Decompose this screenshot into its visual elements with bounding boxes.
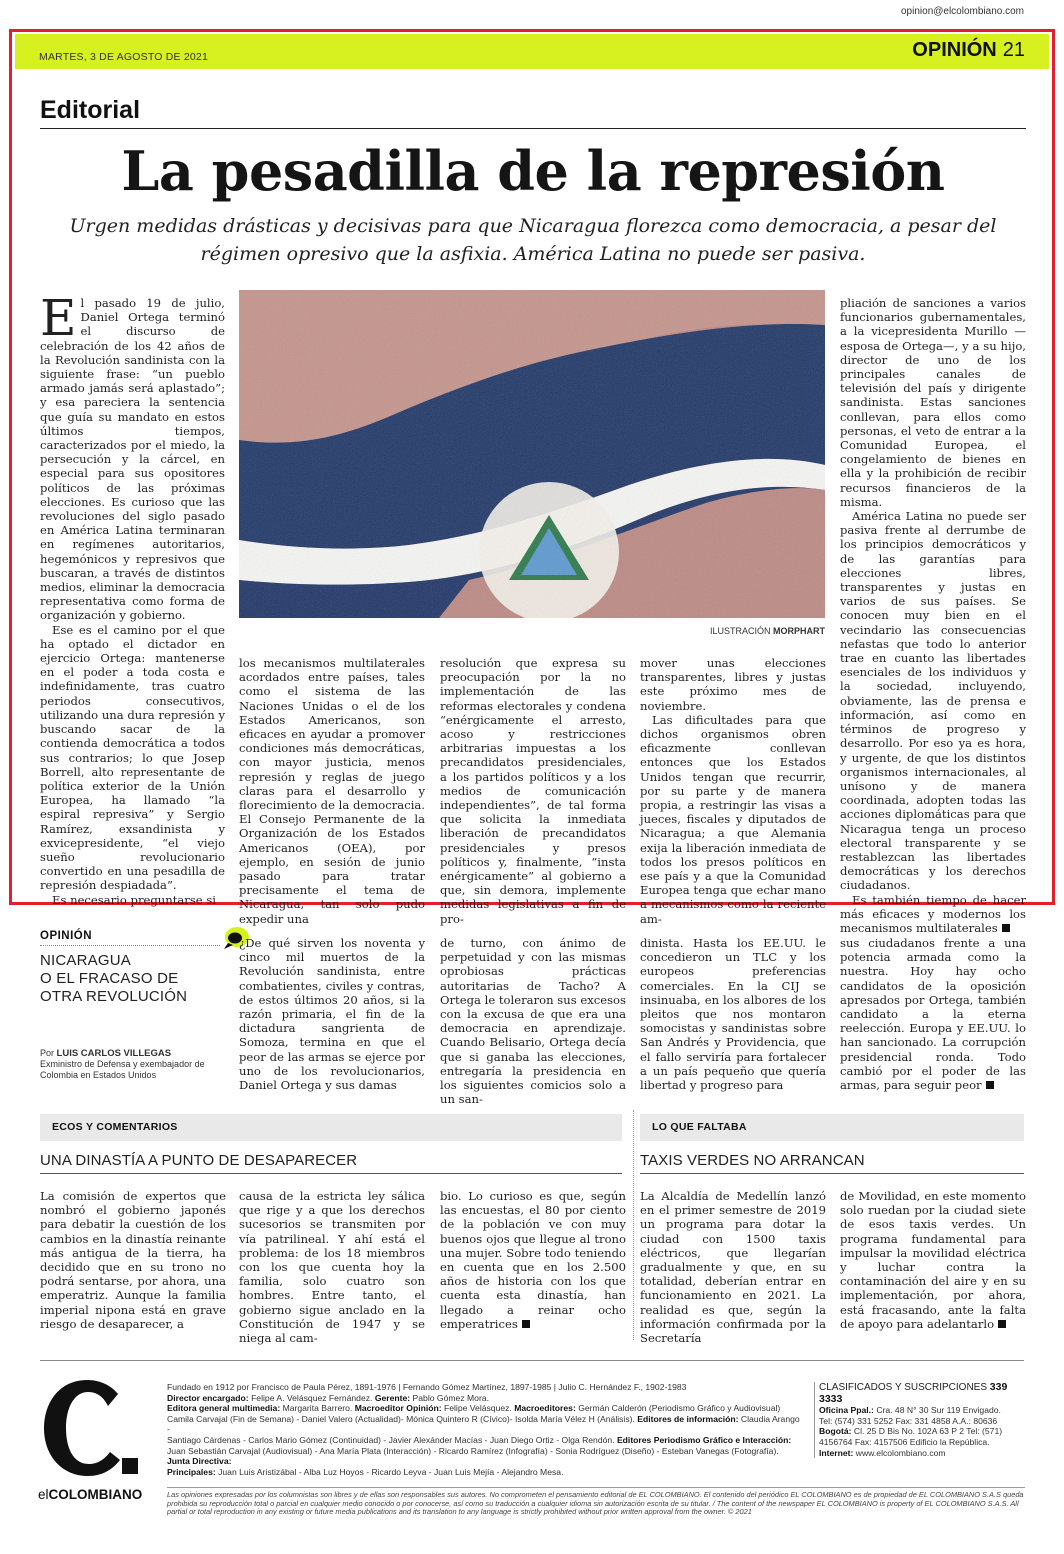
editorial-headline: La pesadilla de la represión [121, 139, 945, 203]
editorial-column-2 [239, 656, 425, 926]
editorial-paragraph: Es necesario preguntarse si [52, 892, 217, 907]
classifieds-info: CLASIFICADOS Y SUSCRIPCIONES 339 3333 Oficina Ppal.: Cra. 48 N° 30 Sur 119 Envigado. Tel: (574) 331 5252 Fax: 331 4858 A.A.: 80636 Bogotá: Cl. 25 D Bis No. 102A 63 P 2 Tel: (571) 4156764 Fax: 4157506 Edificio la República. Internet: www.elcolombiano.com [814, 1382, 1026, 1458]
end-mark-icon [1002, 924, 1010, 932]
el-colombiano-logo-icon [40, 1374, 140, 1482]
opinion-column-2: de turno, con ánimo de perpetuidad y con las mismas oprobiosas prácticas autoritarias de Tacho? A Ortega le toleraron sus excesos con la excusa de que era una democracia en aprendizaje. Cuando Belisario, Ortega decía que si ganaba las elecciones, entregaría la presidencia en los siguientes comicios solo a un san- [440, 936, 626, 1107]
end-mark-icon [998, 1320, 1006, 1328]
editorial-paragraph: El pasado 19 de julio, Daniel Ortega terminó el discurso de celebración de los 42 años de la Revolución sandinista con la siguiente frase: “un pueblo armado jamás será aplastado”; y esa pareciera la sentencia que guía su mandato en estos últimos tiempos, caracterizados por el miedo, la persecución y la cárcel, en especial para sus opositores políticos de las próximas elecciones. Es curioso que las revoluciones del siglo pasado en América Latina terminaran en regímenes autoritarios, hegemónicos y represivos que buscaran, a través de distintos medios, eliminar la democracia representativa como forma de organización y gobierno. [40, 289, 225, 623]
faltaba-column-1: La Alcaldía de Medellín lanzó en el primer semestre de 2019 un programa para dotar la ciudad con 1500 taxis eléctricos, que llegarían gradualmente y que, en su totalidad, deberían entrar en funcionamiento en 2021. La realidad es que, según la información confirmada por la Secretaría [640, 1189, 826, 1346]
ecos-column-1: La comisión de expertos que nombró el gobierno japonés para debatir la cuestión de los cambios en la dinastía reinante más antigua de la tierra, ha decidido que en su trono no podrá sentarse, por ahora, una emperatriz. Aunque la familia imperial nipona está en grave riesgo de desaparecer, a [40, 1189, 226, 1331]
opinion-title: NICARAGUA O EL FRACASO DE OTRA REVOLUCIÓN [40, 952, 188, 1005]
opinion-column-3: dinista. Hasta los EE.UU. le concedieron un TLC y los europeos preferencias comerciales. En la CIJ se insinuaba, en los albores de los pleitos que nos montaron somocistas y sandinistas sobre San Andrés y Providencia, que el fallo serviría para fortalecer a un país pequeño que quería libertad y progreso para [640, 936, 826, 1093]
contact-email: opinion@elcolombiano.com [901, 6, 1024, 17]
faltaba-rule [640, 1173, 1024, 1174]
ecos-title: UNA DINASTÍA A PUNTO DE DESAPARECER [40, 1152, 358, 1169]
legal-disclaimer: Las opiniones expresadas por los columnistas son libres y de ellas son responsables sus autores. No comprometen el pensamiento editorial de EL COLOMBIANO. El contenido del periódico EL COLOMBIANO es de propiedad de EL COLOMBIANO S.A.S queda prohibida su reproducción total o parcial en cualquier medio conocido o por conocerse, así como su traducción a cualquier idioma sin autorización escrita de su titular. / The content of the newspaper EL COLOMBIANO is property of EL COLOMBIANO S.A.S. All partial or total reproduction in any existing or future media publications and its translation to any language is strictly prohibited without prior written approval from the owner. © 2021 [167, 1487, 1025, 1517]
page-number: 21 [1002, 39, 1025, 61]
opinion-dotted-rule [40, 945, 220, 946]
faltaba-column-2: de Movilidad, en este momento solo ruedan por la ciudad siete de esos taxis verdes. Un programa fundamental para impulsar la movilidad eléctrica y luchar contra la contaminación del aire y en su implementación, por ahora, está fracasando, ante la falta de apoyo para adelantarlo [840, 1189, 1026, 1331]
ecos-column-2: causa de la estricta ley sálica que rige y a que los derechos sucesorios se transmiten por vía patrilineal. Y ahí está el problema: de los 18 miembros con los que cuenta hoy la familia, solo cuatro son hombres. Entre tanto, el gobierno sigue anclado en la Constitución de 1947 y se niega al cam- [239, 1189, 425, 1346]
masthead-credits: Fundado en 1912 por Francisco de Paula Pérez, 1891-1976 | Fernando Gómez Martínez, 1897-1985 | Julio C. Hernández F., 1902-1983 Director encargado: Felipe A. Velásquez Fernández. Gerente: Pablo Gómez Mora. Editora general multimedia: Margarita Barrero. Macroeditor Opinión: Felipe Velásquez. Macroeditores: Germán Calderón (Periodismo Gráfico y Audiovisual) Camila Carvajal (Fin de Semana) - Daniel Valero (Actualidad)- Mónica Quintero R (Cívico)- Isolda María Vélez H (Análisis). Editores de información: Claudia Arango - Santiago Cárdenas - Carlos Mario Gómez (Continuidad) - Javier Alexánder Macías - Juan Diego Ortiz - Olga Rendón. Editores Periodismo Gráfico e Interacción: Juan Sebastián Carvajal (Audiovisual) - Ana María Plata (Interacción) - Ricardo Ramírez (Infografía) - Sonia Rodríguez (Diseño) - Esteban Vanegas (Fotografía). Junta Directiva: Principales: Juan Luis Aristizábal - Alba Luz Hoyos - Ricardo Leyva - Juan Luis Mejía - Alejandro Mesa. [167, 1382, 800, 1477]
section-header-bar [15, 34, 1049, 69]
editorial-paragraph: Ese es el camino por el que ha optado el dictador en ejercicio Ortega: mantenerse en el poder a toda costa e indefinidamente, tras cuatro periodos consecutivos, utilizando una dura represión y buscando sacar de la contienda democrática a todos sus contrarios; lo que Josep Borrell, alto representante de política exterior de la Unión Europea, ha llamado “la espiral represiva” y Sergio Ramírez, exsandinista y exvicepresidente, “el viejo sueño revolucionario convertido en una pesadilla de represión despiadada”. [40, 622, 225, 893]
logo-wordmark: elCOLOMBIANO [38, 1487, 143, 1502]
ecos-band: ECOS Y COMENTARIOS [40, 1114, 622, 1141]
flag-wave-icon [239, 290, 825, 618]
faltaba-title: TAXIS VERDES NO ARRANCAN [640, 1152, 865, 1169]
section-label: OPINIÓN [912, 39, 997, 61]
faltaba-band: LO QUE FALTABA [640, 1114, 1024, 1141]
drop-cap: E [40, 289, 77, 347]
editorial-paragraph: Es también tiempo de hacer más eficaces y modernos los mecanismos multilaterales [840, 892, 1026, 935]
editorial-column-5 [840, 296, 1026, 935]
editorial-paragraph: mover unas elecciones transparentes, libres y justas este próximo mes de noviembre. [640, 656, 826, 713]
editorial-paragraph: América Latina no puede ser pasiva frente al derrumbe de los principios democráticos y de las garantías para elecciones libres, transparentes y justas en varios de sus países. Se conocen muy bien en el vecindario las consecuencias nefastas que todo lo anterior trae en cuanto las libertades esenciales de los individuos y la sociedad, incluyendo, obviamente, las de prensa e información, así como en términos de progreso y desarrollo. Por eso ya es hora, y urgente, de que los distintos organismos internacionales, al unísono y de manera coordinada, adopten todas las acciones diplomáticas para que Nicaragua tenga un proceso electoral transparente y se restablezcan las libertades democráticas y los derechos ciudadanos. [840, 509, 1026, 893]
author-bio: Exministro de Defensa y exembajador de Colombia en Estados Unidos [40, 1059, 205, 1080]
column-separator [633, 1110, 634, 1340]
editorial-paragraph: resolución que expresa su preocupación por la no implementación de las reformas electorales y condena “enérgicamente el arresto, acoso y restricciones arbitrarias impuestas a los precandidatos presidenciales, a los partidos políticos y a los medios de comunicación independientes”, de tal forma que solicita la inmediata liberación de precandidatos presidenciales y presos políticos y, finalmente, “insta enérgicamente” al gobierno a que, sin demora, implemente medidas legislativas a fin de pro- [440, 656, 626, 926]
editorial-column-3 [440, 656, 626, 926]
illustration-credit: ILUSTRACIÓN MORPHART [709, 626, 825, 636]
editorial-column-4 [640, 656, 826, 926]
end-mark-icon [522, 1320, 530, 1328]
editorial-kicker: Editorial [40, 96, 141, 124]
nicaragua-flag-illustration [239, 290, 825, 618]
section-name [912, 39, 1025, 62]
kicker-divider [40, 128, 1026, 129]
editorial-paragraph: Las dificultades para que dichos organismos obren eficazmente conllevan entonces que los Estados Unidos tengan que recurrir, por su parte y de manera propia, a restringir las visas a jueces, fiscales y diputados de Nicaragua; a que Alemania exija la liberación inmediata de todos los presos políticos en ese país y a que la Comunidad Europea tenga que echar mano a mecanismos como la reciente am- [640, 712, 826, 926]
editorial-subhead: Urgen medidas drásticas y decisivas para que Nicaragua florezca como democracia, a pesar del régimen opresivo que la asfixia. América Latina no puede ser pasiva. [69, 215, 997, 265]
opinion-label: OPINIÓN [40, 930, 93, 942]
opinion-column-1: ¿De qué sirven los noventa y cinco mil muertos de la Revolución sandinista, entre combatientes, civiles y contras, de estos últimos 20 años, si la razón primaria, el fin de la dictadura sangrienta de Somoza, termina en que el peor de las armas se ejerce por uno de los revolucionarios, Daniel Ortega y sus damas [239, 936, 425, 1093]
opinion-column-4: sus ciudadanos frente a una potencia armada como la nuestra. Hoy hay ocho candidatos de la oposición apresados por Ortega, también candidato a la eterna reelección. Europa y EE.UU. lo han sancionado. La corrupción presidencial ronda. Todo cambió por el poder de las armas, para seguir peor [840, 936, 1026, 1093]
editorial-paragraph: pliación de sanciones a varios funcionarios gubernamentales, a la vicepresidenta Murillo —esposa de Ortega—, y a su hijo, director de uno de los principales canales de televisión del país y dirigente sandinista. Estas sanciones conllevan, para ellos como personas, el veto de entrar a la Comunidad Europea, el congelamiento de bienes en ella y la prohibición de recibir recursos financieros de la misma. [840, 296, 1026, 509]
ecos-column-3: bio. Lo curioso es que, según las encuestas, el 80 por ciento de la población ve con muy buenos ojos que llegue al trono una mujer. Sobre todo teniendo en cuenta que en los 2.500 años de historia con los que cuenta esta dinastía, han llegado a reinar ocho emperatrices [440, 1189, 626, 1331]
editorial-paragraph: los mecanismos multilaterales acordados entre países, tales como el sistema de las Naciones Unidas o el de los Estados Americanos, son eficaces en ayudar a promover condiciones más democráticas, con mayor justicia, menos represión y reglas de juego claras para el desarrollo y florecimiento de la democracia. El Consejo Permanente de la Organización de los Estados Americanos (OEA), por ejemplo, en sesión de junio pasado para tratar precisamente el tema de Nicaragua, tan solo pudo expedir una [239, 656, 425, 926]
opinion-byline: Por LUIS CARLOS VILLEGAS Exministro de Defensa y exembajador de Colombia en Estados Unidos [40, 1048, 240, 1081]
editorial-column-1 [40, 289, 225, 907]
issue-date: MARTES, 3 DE AGOSTO DE 2021 [39, 51, 208, 63]
ecos-rule [40, 1173, 622, 1174]
footer-divider [40, 1360, 1024, 1361]
author-name: LUIS CARLOS VILLEGAS [56, 1048, 172, 1059]
end-mark-icon [986, 1081, 994, 1089]
